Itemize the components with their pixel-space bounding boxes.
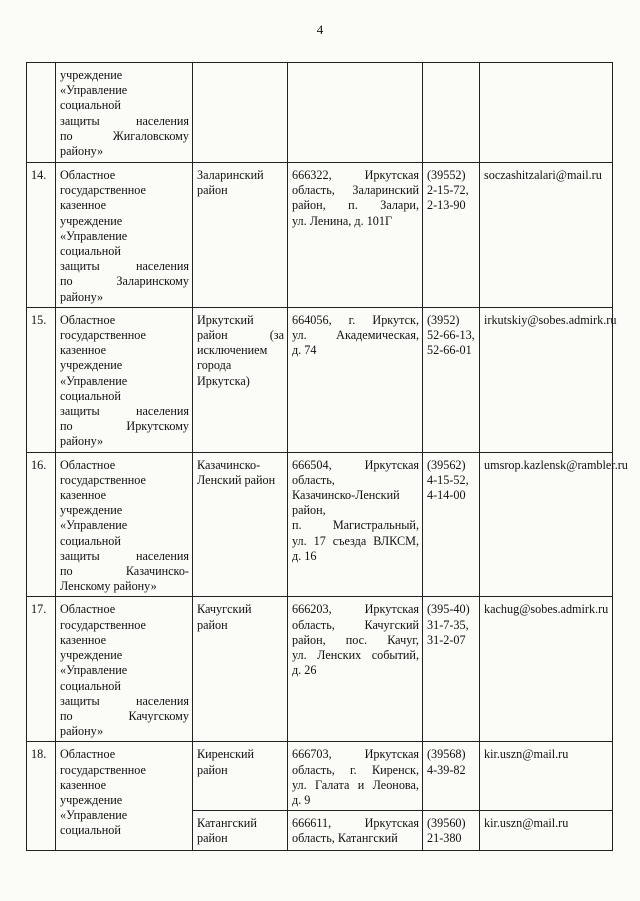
service-area: [193, 597, 288, 742]
name-line: защиты населения: [60, 259, 189, 274]
name-line: Областное: [60, 602, 116, 617]
row-number: 16.: [27, 452, 56, 597]
phone-numbers: [423, 597, 480, 742]
name-line: учреждение: [60, 648, 123, 663]
address-line: ул. 17 съезда ВЛКСМ,: [292, 533, 419, 548]
row-number: [27, 63, 56, 163]
name-line: району»: [60, 144, 104, 159]
name-line: «Управление: [60, 663, 128, 678]
table-row: [27, 452, 613, 597]
area-line: Катангский: [197, 816, 257, 831]
phone-line: 52-66-13,: [427, 328, 475, 343]
phone-line: 52-66-01: [427, 343, 472, 358]
email-address: kachug@sobes.admirk.ru: [480, 597, 613, 742]
phone-line: 2-15-72,: [427, 183, 469, 198]
name-line: учреждение: [60, 213, 123, 228]
table-row: [27, 597, 613, 742]
name-line: защиты населения: [60, 693, 189, 708]
postal-address: [288, 597, 423, 742]
phone-numbers: [423, 63, 480, 163]
name-line: учреждение: [60, 503, 123, 518]
name-line: казенное: [60, 198, 107, 213]
area-line: Иркутский: [197, 312, 254, 327]
area-line: Киренский: [197, 747, 255, 762]
name-line: Областное: [60, 457, 116, 472]
name-line: социальной: [60, 533, 121, 548]
name-line: району»: [60, 724, 104, 739]
phone-numbers: [423, 811, 480, 851]
phone-line: 31-2-07: [427, 632, 466, 647]
address-line: ул. Галата и Леонова,: [292, 777, 419, 792]
phone-numbers: [423, 307, 480, 452]
name-line: социальной: [60, 388, 121, 403]
address-line: область, Катангский: [292, 831, 398, 846]
area-line: район: [197, 831, 228, 846]
address-line: 666203, Иркутская: [292, 602, 419, 617]
institution-name: [56, 307, 193, 452]
table-row: [27, 742, 613, 811]
name-line: защиты населения: [60, 404, 189, 419]
name-line: «Управление: [60, 808, 128, 823]
service-area: [193, 811, 288, 851]
phone-line: 4-14-00: [427, 488, 466, 503]
name-line: защиты населения: [60, 113, 189, 128]
address-line: область, Качугский: [292, 617, 419, 632]
name-line: «Управление: [60, 228, 128, 243]
phone-line: (395-40): [427, 602, 470, 617]
area-line: исключением: [197, 343, 268, 358]
name-line: казенное: [60, 343, 107, 358]
institution-name: [56, 452, 193, 597]
area-line: Заларинский: [197, 168, 264, 182]
postal-address: [288, 742, 423, 811]
name-line: «Управление: [60, 83, 128, 98]
service-area: [193, 63, 288, 163]
phone-line: (39562): [427, 457, 466, 472]
address-line: район,: [292, 503, 326, 518]
email-address: [480, 63, 613, 163]
phone-numbers: [423, 163, 480, 308]
area-line: Иркутска): [197, 373, 250, 388]
name-line: государственное: [60, 328, 146, 343]
row-number: 14.: [27, 163, 56, 308]
address-line: Казачинско-Ленский: [292, 488, 400, 503]
area-line: район: [197, 617, 228, 632]
service-area: [193, 307, 288, 452]
area-line: район (за: [197, 328, 284, 343]
name-line: казенное: [60, 488, 107, 503]
service-area: [193, 163, 288, 308]
name-line: району»: [60, 289, 104, 304]
area-line: Ленский район: [197, 472, 276, 487]
address-line: область, Заларинский: [292, 183, 419, 198]
name-line: государственное: [60, 762, 146, 777]
service-area: [193, 742, 288, 811]
name-line: учреждение: [60, 792, 123, 807]
row-number: 15.: [27, 307, 56, 452]
address-line: область, г. Киренск,: [292, 762, 419, 777]
postal-address: [288, 811, 423, 851]
area-line: район: [197, 183, 228, 198]
postal-address: [288, 63, 423, 163]
address-line: д. 74: [292, 343, 317, 358]
address-line: 666703, Иркутская: [292, 747, 419, 762]
address-line: 666611, Иркутская: [292, 816, 419, 831]
email-address: umsrop.kazlensk@rambler.ru: [480, 452, 613, 597]
address-line: район, пос. Качуг,: [292, 632, 419, 647]
address-line: д. 26: [292, 663, 317, 678]
name-line: государственное: [60, 617, 146, 632]
institution-name: [56, 63, 193, 163]
name-line: Ленскому району»: [60, 579, 157, 594]
name-line: государственное: [60, 472, 146, 487]
name-line: учреждение: [60, 68, 123, 82]
address-line: п. Магистральный,: [292, 518, 419, 533]
name-line: по Качугскому: [60, 708, 189, 723]
name-line: по Казачинско-: [60, 564, 189, 579]
phone-numbers: [423, 742, 480, 811]
address-line: ул. Ленина, д. 101Г: [292, 213, 393, 228]
table-row: [27, 163, 613, 308]
row-number: 17.: [27, 597, 56, 742]
name-line: казенное: [60, 777, 107, 792]
phone-line: 4-15-52,: [427, 472, 469, 487]
postal-address: [288, 307, 423, 452]
postal-address: [288, 452, 423, 597]
address-line: ул. Академическая,: [292, 328, 419, 343]
phone-line: 4-39-82: [427, 762, 466, 777]
name-line: по Жигаловскому: [60, 128, 189, 143]
area-line: города: [197, 358, 232, 373]
name-line: учреждение: [60, 358, 123, 373]
postal-address: [288, 163, 423, 308]
name-line: «Управление: [60, 518, 128, 533]
address-line: 664056, г. Иркутск,: [292, 312, 419, 327]
name-line: социальной: [60, 244, 121, 259]
institution-name: [56, 742, 193, 851]
phone-line: (3952): [427, 312, 460, 327]
table-row: [27, 63, 613, 163]
page-number: 4: [316, 22, 324, 37]
phone-line: (39552): [427, 168, 466, 182]
phone-line: 31-7-35,: [427, 617, 469, 632]
table-row: [27, 307, 613, 452]
address-line: район, п. Залари,: [292, 198, 419, 213]
institution-name: [56, 597, 193, 742]
name-line: по Заларинскому: [60, 274, 189, 289]
institutions-table: [26, 62, 628, 851]
name-line: казенное: [60, 632, 107, 647]
name-line: государственное: [60, 183, 146, 198]
name-line: социальной: [60, 98, 121, 113]
address-line: д. 9: [292, 792, 311, 807]
row-number: 18.: [27, 742, 56, 851]
name-line: социальной: [60, 678, 121, 693]
phone-line: 2-13-90: [427, 198, 466, 213]
area-line: Казачинско-: [197, 457, 261, 472]
name-line: защиты населения: [60, 548, 189, 563]
name-line: Областное: [60, 312, 116, 327]
name-line: Областное: [60, 747, 116, 762]
address-line: д. 16: [292, 548, 317, 563]
email-address: soczashitzalari@mail.ru: [480, 163, 613, 308]
phone-numbers: [423, 452, 480, 597]
email-address: kir.uszn@mail.ru: [480, 811, 613, 851]
name-line: «Управление: [60, 373, 128, 388]
email-address: kir.uszn@mail.ru: [480, 742, 613, 811]
area-line: район: [197, 762, 228, 777]
name-line: Областное: [60, 168, 116, 182]
address-line: 666322, Иркутская: [292, 168, 419, 182]
address-line: ул. Ленских событий,: [292, 648, 419, 663]
service-area: [193, 452, 288, 597]
institution-name: [56, 163, 193, 308]
phone-line: (39560): [427, 816, 466, 831]
name-line: по Иркутскому: [60, 419, 189, 434]
address-line: область,: [292, 472, 335, 487]
name-line: району»: [60, 434, 104, 449]
phone-line: (39568): [427, 747, 466, 762]
address-line: 666504, Иркутская: [292, 457, 419, 472]
name-line: социальной: [60, 823, 121, 838]
area-line: Качугский: [197, 602, 252, 617]
phone-line: 21-380: [427, 831, 462, 846]
email-address: irkutskiy@sobes.admirk.ru: [480, 307, 613, 452]
